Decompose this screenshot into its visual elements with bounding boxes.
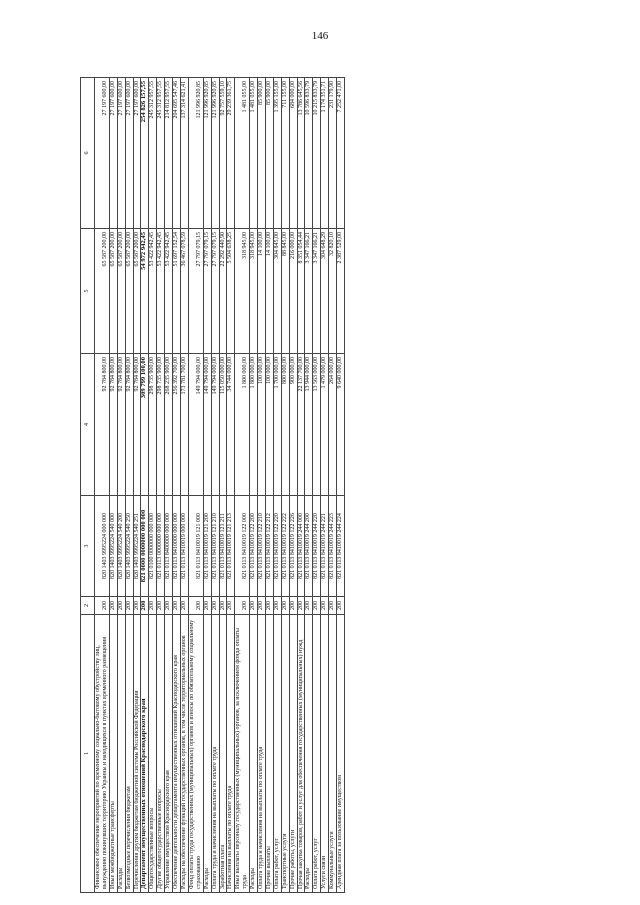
- row-code-cell: 821 0113 8410019 244 000: [297, 496, 305, 597]
- row-grbs-cell: 200: [95, 597, 110, 615]
- row-plan-cell: 13 563 000,00: [313, 354, 321, 496]
- row-code-cell: 821 0113 8410019 121 213: [227, 496, 235, 597]
- table-body: [95, 78, 345, 893]
- table-row: [141, 78, 149, 893]
- row-plan-cell: 900 000,00: [289, 354, 297, 496]
- row-code-cell: 821 0113 0000000 000 000: [157, 496, 165, 597]
- row-code-cell: 821 0113 8410019 122 212: [265, 496, 273, 597]
- budget-execution-table: [80, 77, 345, 893]
- row-remainder-cell: 27 197 600,00: [117, 78, 125, 229]
- row-code-cell: 821 0113 8410019 122 222: [281, 496, 289, 597]
- row-name-cell: Иные межбюджетные трансферты: [109, 615, 117, 893]
- table-row: [258, 78, 266, 893]
- row-executed-cell: 65 587 200,00: [117, 229, 125, 354]
- row-code-cell: 821 0113 8410019 121 210: [211, 496, 219, 597]
- row-plan-cell: 1 800 000,00: [250, 354, 258, 496]
- table-row: [289, 78, 297, 893]
- row-executed-cell: 8 351 054,44: [297, 229, 305, 354]
- row-plan-cell: 1 479 000,00: [321, 354, 329, 496]
- row-name-cell: Общегосударственные вопросы: [149, 615, 157, 893]
- row-executed-cell: 65 587 200,00: [133, 229, 141, 354]
- row-name-cell: Прочие работы, услуги: [289, 615, 297, 893]
- row-grbs-cell: 200: [329, 597, 337, 615]
- row-name-cell: Оплата труда и начисления на выплаты по оплате труда: [258, 615, 266, 893]
- row-remainder-cell: 231 179,90: [329, 78, 337, 229]
- row-executed-cell: 3 347 166,21: [305, 229, 313, 354]
- table-row: [180, 78, 188, 893]
- row-remainder-cell: 684 000,00: [289, 78, 297, 229]
- row-name-cell: Перечисления другим бюджетам бюджетной системы Российской Федерации: [133, 615, 141, 893]
- table-row: [203, 78, 211, 893]
- row-executed-cell: 65 587 200,00: [95, 229, 110, 354]
- row-grbs-cell: 200: [157, 597, 165, 615]
- row-code-cell: 821 0113 8410019 122 220: [273, 496, 281, 597]
- table-row: [305, 78, 313, 893]
- row-plan-cell: 9 640 000,00: [337, 354, 345, 496]
- table-row: [109, 78, 117, 893]
- row-executed-cell: 53 422 942,45: [165, 229, 173, 354]
- row-executed-cell: 53 422 942,45: [149, 229, 157, 354]
- row-code-cell: 821 0113 8410019 244 224: [337, 496, 345, 597]
- table-row: [211, 78, 219, 893]
- row-remainder-cell: 7 252 471,00: [337, 78, 345, 229]
- row-code-cell: 821 0113 8410019 000 000: [180, 496, 188, 597]
- table-row: [250, 78, 258, 893]
- table-row: [235, 78, 250, 893]
- row-executed-cell: 65 587 200,00: [125, 229, 133, 354]
- row-remainder-cell: 1 481 055,00: [235, 78, 250, 229]
- row-remainder-cell: 254 826 157,55: [141, 78, 149, 229]
- row-grbs-cell: 200: [109, 597, 117, 615]
- row-plan-cell: 92 784 800,00: [117, 354, 125, 496]
- row-executed-cell: 36 467 078,59: [180, 229, 188, 354]
- table-row: [321, 78, 329, 893]
- row-name-cell: Услуги связи: [321, 615, 329, 893]
- row-code-cell: 820 1403 9995224 540 200: [117, 496, 125, 597]
- row-remainder-cell: 85 900,00: [265, 78, 273, 229]
- row-grbs-cell: 200: [117, 597, 125, 615]
- row-remainder-cell: 85 900,00: [258, 78, 266, 229]
- row-code-cell: 821 0113 8410019 121 200: [203, 496, 211, 597]
- row-executed-cell: 2 387 529,00: [337, 229, 345, 354]
- header-col-5: 5: [81, 229, 95, 354]
- row-remainder-cell: 13 786 645,56: [297, 78, 305, 229]
- row-remainder-cell: 27 197 600,00: [109, 78, 117, 229]
- row-executed-cell: 5 504 638,25: [227, 229, 235, 354]
- row-plan-cell: 92 784 800,00: [133, 354, 141, 496]
- row-code-cell: 821 0113 8410019 122 000: [235, 496, 250, 597]
- table-row: [173, 78, 181, 893]
- row-grbs-cell: 200: [297, 597, 305, 615]
- row-executed-cell: 3 347 166,21: [313, 229, 321, 354]
- row-plan-cell: 92 784 800,00: [95, 354, 110, 496]
- row-plan-cell: 264 000,00: [329, 354, 337, 496]
- row-plan-cell: 256 392 700,00: [173, 354, 181, 496]
- row-executed-cell: 53 422 942,45: [157, 229, 165, 354]
- table-row: [219, 78, 227, 893]
- row-plan-cell: 149 794 000,00: [211, 354, 219, 496]
- row-grbs-cell: 200: [165, 597, 173, 615]
- row-executed-cell: 54 972 942,45: [141, 229, 149, 354]
- row-code-cell: 820 1403 9995224 000 000: [95, 496, 110, 597]
- row-grbs-cell: 200: [313, 597, 321, 615]
- row-executed-cell: 27 797 079,15: [188, 229, 203, 354]
- row-code-cell: 820 1403 9995224 540 251: [133, 496, 141, 597]
- row-name-cell: Обеспечение деятельности департамента имущественных отношений Краснодарского края: [173, 615, 181, 893]
- row-executed-cell: 304 845,00: [273, 229, 281, 354]
- row-remainder-cell: 27 197 600,00: [95, 78, 110, 229]
- row-plan-cell: 173 781 700,00: [180, 354, 188, 496]
- row-name-cell: Арендная плата за пользование имуществом: [337, 615, 345, 893]
- row-remainder-cell: 204 695 547,46: [173, 78, 181, 229]
- row-name-cell: Иные выплаты персоналу государственных (муниципальных) органов, за исключением фонда оплаты труда: [235, 615, 250, 893]
- row-grbs-cell: 200: [235, 597, 250, 615]
- row-plan-cell: 100 000,00: [258, 354, 266, 496]
- row-grbs-cell: 200: [211, 597, 219, 615]
- header-col-3: 3: [81, 496, 95, 597]
- row-plan-cell: 100 000,00: [265, 354, 273, 496]
- row-plan-cell: 298 735 900,00: [157, 354, 165, 496]
- row-code-cell: 821 0100 0000000 000 000: [149, 496, 157, 597]
- row-remainder-cell: 1 174 351,71: [321, 78, 329, 229]
- row-code-cell: 821 0113 8400000 000 000: [165, 496, 173, 597]
- row-remainder-cell: 92 757 559,10: [219, 78, 227, 229]
- header-col-1: 1: [81, 615, 95, 893]
- row-grbs-cell: 200: [337, 597, 345, 615]
- table-row: [273, 78, 281, 893]
- row-grbs-cell: 200: [125, 597, 133, 615]
- row-grbs-cell: 200: [219, 597, 227, 615]
- row-name-cell: Прочие выплаты: [265, 615, 273, 893]
- row-code-cell: 821 0113 8410019 244 220: [313, 496, 321, 597]
- row-grbs-cell: 200: [289, 597, 297, 615]
- row-remainder-cell: 121 996 920,85: [188, 78, 203, 229]
- row-grbs-cell: 200: [321, 597, 329, 615]
- row-name-cell: Прочая закупка товаров, работ и услуг для обеспечения государственных (муниципальных) нужд: [297, 615, 305, 893]
- table-row: [313, 78, 321, 893]
- row-name-cell: Управление имуществом Краснодарского края: [165, 615, 173, 893]
- table-row: [265, 78, 273, 893]
- row-remainder-cell: 29 239 361,75: [227, 78, 235, 229]
- row-plan-cell: 115 050 000,00: [219, 354, 227, 496]
- header-col-2: 2: [81, 597, 95, 615]
- row-code-cell: 821 0113 8410019 244 223: [329, 496, 337, 597]
- row-grbs-cell: 200: [265, 597, 273, 615]
- row-plan-cell: 1 800 000,00: [235, 354, 250, 496]
- row-executed-cell: 216 000,00: [289, 229, 297, 354]
- table-row: [297, 78, 305, 893]
- row-executed-cell: 32 820,10: [329, 229, 337, 354]
- row-executed-cell: 27 797 079,15: [211, 229, 219, 354]
- row-remainder-cell: 214 812 957,55: [165, 78, 173, 229]
- table-row: [149, 78, 157, 893]
- page-number: 146: [311, 30, 329, 42]
- row-remainder-cell: 245 312 957,55: [157, 78, 165, 229]
- row-remainder-cell: 711 155,00: [281, 78, 289, 229]
- row-name-cell: Расходы: [117, 615, 125, 893]
- row-name-cell: Расходы: [305, 615, 313, 893]
- row-executed-cell: 22 292 440,90: [219, 229, 227, 354]
- row-grbs-cell: 200: [258, 597, 266, 615]
- row-plan-cell: 298 735 900,00: [149, 354, 157, 496]
- row-name-cell: Безвозмездные перечисления бюджетам: [125, 615, 133, 893]
- table-row: [125, 78, 133, 893]
- table-header-row: [81, 78, 95, 893]
- table-row: [188, 78, 203, 893]
- row-name-cell: Департамент имущественных отношений Краснодарского края: [141, 615, 149, 893]
- table-row: [157, 78, 165, 893]
- header-col-6: 6: [81, 78, 95, 229]
- row-executed-cell: 14 100,00: [265, 229, 273, 354]
- row-code-cell: 821 0113 8410019 244 221: [321, 496, 329, 597]
- row-code-cell: 821 0113 8410019 244 200: [305, 496, 313, 597]
- row-executed-cell: 65 587 200,00: [109, 229, 117, 354]
- row-remainder-cell: 245 312 957,55: [149, 78, 157, 229]
- row-name-cell: Расходы: [250, 615, 258, 893]
- table-row: [281, 78, 289, 893]
- row-name-cell: Оплата труда и начисления на выплаты по оплате труда: [211, 615, 219, 893]
- row-remainder-cell: 1 395 155,00: [273, 78, 281, 229]
- row-plan-cell: 149 794 000,00: [188, 354, 203, 496]
- row-name-cell: Фонд оплаты труда государственных (муниципальных) органов и взносы по обязательному социальному страхованию: [188, 615, 203, 893]
- row-grbs-cell: 200: [281, 597, 289, 615]
- row-name-cell: Финансовое обеспечение мероприятий по временному социально-бытовому обустройству лиц, вынужденно покинувших территорию Украины и находящихся в пунктах временного размещения: [95, 615, 110, 893]
- row-grbs-cell: 200: [180, 597, 188, 615]
- row-plan-cell: 92 784 800,00: [125, 354, 133, 496]
- row-executed-cell: 318 945,00: [235, 229, 250, 354]
- row-code-cell: 821 0113 8410000 000 000: [173, 496, 181, 597]
- row-grbs-cell: 200: [227, 597, 235, 615]
- row-remainder-cell: 27 197 600,00: [133, 78, 141, 229]
- row-code-cell: 821 0113 8410019 122 226: [289, 496, 297, 597]
- table-row: [337, 78, 345, 893]
- row-remainder-cell: 27 197 600,00: [125, 78, 133, 229]
- row-code-cell: 821 0113 8410019 121 000: [188, 496, 203, 597]
- row-code-cell: 821 0113 8410019 121 211: [219, 496, 227, 597]
- table-row: [117, 78, 125, 893]
- row-grbs-cell: 200: [250, 597, 258, 615]
- row-name-cell: Коммунальные услуги: [329, 615, 337, 893]
- row-name-cell: Начисления на выплаты по оплате труда: [227, 615, 235, 893]
- row-name-cell: Расходы: [203, 615, 211, 893]
- row-grbs-cell: 200: [149, 597, 157, 615]
- row-code-cell: 821 0000 0000000 000 000: [141, 496, 149, 597]
- row-plan-cell: 800 000,00: [281, 354, 289, 496]
- row-executed-cell: 88 845,00: [281, 229, 289, 354]
- row-code-cell: 821 0113 8410019 122 210: [258, 496, 266, 597]
- table-row: [95, 78, 110, 893]
- row-plan-cell: 34 744 000,00: [227, 354, 235, 496]
- row-remainder-cell: 121 996 920,85: [211, 78, 219, 229]
- row-executed-cell: 27 797 079,15: [203, 229, 211, 354]
- row-plan-cell: 309 799 100,00: [141, 354, 149, 496]
- row-plan-cell: 268 235 900,00: [165, 354, 173, 496]
- row-grbs-cell: 200: [141, 597, 149, 615]
- table-row: [165, 78, 173, 893]
- row-plan-cell: 13 944 000,00: [305, 354, 313, 496]
- row-plan-cell: 149 794 000,00: [203, 354, 211, 496]
- row-code-cell: 820 1403 9995224 540 000: [109, 496, 117, 597]
- row-executed-cell: 14 100,00: [258, 229, 266, 354]
- row-name-cell: Заработная плата: [219, 615, 227, 893]
- row-grbs-cell: 200: [133, 597, 141, 615]
- row-code-cell: 820 1403 9995224 540 250: [125, 496, 133, 597]
- row-executed-cell: 51 697 152,54: [173, 229, 181, 354]
- row-grbs-cell: 200: [173, 597, 181, 615]
- table-row: [227, 78, 235, 893]
- row-executed-cell: 318 945,00: [250, 229, 258, 354]
- row-remainder-cell: 10 215 833,79: [313, 78, 321, 229]
- row-name-cell: Расходы на обеспечение функций государственных органов, в том числе территориальных органов: [180, 615, 188, 893]
- rotated-table-container: [80, 78, 595, 893]
- row-code-cell: 821 0113 8410019 122 200: [250, 496, 258, 597]
- row-name-cell: Транспортные услуги: [281, 615, 289, 893]
- row-plan-cell: 22 137 700,00: [297, 354, 305, 496]
- row-plan-cell: 92 784 800,00: [109, 354, 117, 496]
- row-name-cell: Оплата работ, услуг: [313, 615, 321, 893]
- row-remainder-cell: 1 481 055,00: [250, 78, 258, 229]
- row-grbs-cell: 200: [273, 597, 281, 615]
- row-plan-cell: 1 700 000,00: [273, 354, 281, 496]
- row-remainder-cell: 10 596 833,79: [305, 78, 313, 229]
- table-row: [329, 78, 337, 893]
- row-remainder-cell: 121 996 920,85: [203, 78, 211, 229]
- row-grbs-cell: 200: [188, 597, 203, 615]
- row-remainder-cell: 137 314 621,41: [180, 78, 188, 229]
- row-name-cell: Оплата работ, услуг: [273, 615, 281, 893]
- row-name-cell: Другие общегосударственные вопросы: [157, 615, 165, 893]
- row-executed-cell: 304 648,29: [321, 229, 329, 354]
- row-grbs-cell: 200: [203, 597, 211, 615]
- header-col-4: 4: [81, 354, 95, 496]
- row-grbs-cell: 200: [305, 597, 313, 615]
